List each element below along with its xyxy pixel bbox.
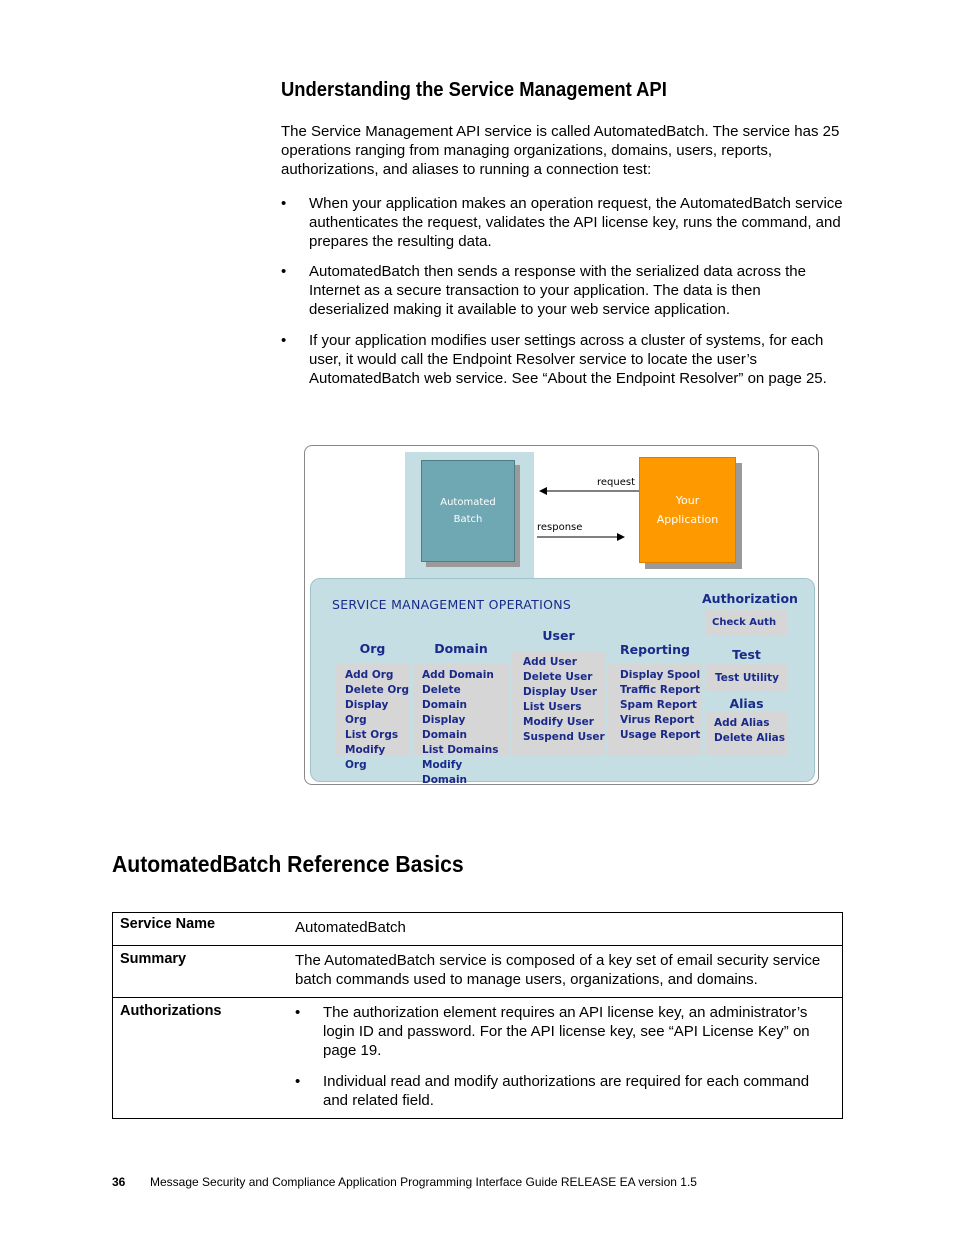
alias-operations-box	[706, 712, 787, 756]
section-heading-service-management-api: Understanding the Service Management API	[281, 79, 667, 101]
section-heading-reference-basics: AutomatedBatch Reference Basics	[112, 851, 464, 877]
list-item: Delete Org	[345, 684, 409, 696]
list-item: Modify Org	[345, 744, 386, 771]
list-item: Spam Report	[620, 699, 697, 711]
test-heading: Test	[732, 647, 761, 662]
response-arrow-head-icon	[617, 533, 625, 541]
table-cell-label: Summary	[113, 946, 289, 998]
list-item: Add User	[523, 656, 577, 668]
list-item: Add Org	[345, 669, 394, 681]
automated-batch-label-line1: Automated	[440, 497, 496, 508]
check-auth-box: Check Auth	[706, 610, 787, 636]
table-cell-value	[288, 998, 843, 1119]
list-item-text: Individual read and modify authorizations are required for each command and related field.	[323, 1073, 810, 1109]
list-item	[295, 1072, 832, 1110]
list-item: Display Org	[345, 699, 389, 726]
footer-text: Message Security and Compliance Application Programming Interface Guide RELEASE EA version 1.5	[150, 1175, 697, 1189]
response-label: response	[537, 522, 583, 533]
list-item	[281, 194, 846, 254]
service-architecture-diagram	[304, 445, 819, 785]
request-label: request	[597, 477, 636, 488]
list-item: Virus Report	[620, 714, 695, 726]
operations-panel	[310, 578, 815, 786]
list-item: Delete User	[523, 671, 593, 683]
list-item: Delete Domain	[422, 684, 468, 711]
automated-batch-label-line2: Batch	[453, 514, 483, 525]
list-item	[295, 1003, 832, 1060]
table-row	[113, 913, 843, 946]
list-item: List Domains	[422, 744, 499, 756]
list-item: Display User	[523, 686, 598, 698]
your-application-label-line1: Your	[675, 494, 700, 507]
list-item	[281, 262, 846, 322]
operations-title: SERVICE MANAGEMENT OPERATIONS	[332, 597, 572, 612]
authorization-heading: Authorization	[702, 591, 798, 606]
bullet-icon: •	[281, 195, 287, 212]
user-column-heading: User	[542, 628, 575, 643]
test-utility-box: Test Utility	[706, 664, 787, 692]
domain-operations-box	[413, 664, 509, 786]
reporting-column-heading: Reporting	[620, 642, 690, 657]
bullet-icon: •	[281, 263, 287, 280]
org-column-heading: Org	[359, 641, 386, 656]
list-item-text: AutomatedBatch then sends a response with the serialized data across the Internet as a secure transaction to your application. The data is then deserialized making it available to your web service application.	[309, 263, 806, 318]
list-item: Traffic Report	[620, 684, 700, 696]
list-item: Display Domain	[422, 714, 468, 741]
table-cell-label: Authorizations	[113, 998, 289, 1119]
reference-table	[112, 912, 843, 1119]
list-item: Suspend User	[523, 731, 605, 743]
user-operations-box	[511, 651, 606, 756]
list-item-text: The authorization element requires an API license key, an administrator’s login ID and password. For the API license key, see “API License Key” on page 19.	[323, 1004, 810, 1059]
bullet-icon: •	[295, 1004, 301, 1021]
list-item-text: When your application makes an operation request, the AutomatedBatch service authenticates the request, validates the API license key, runs the command, and prepares the resulting data.	[309, 195, 843, 250]
list-item: Add Alias	[714, 717, 770, 729]
list-item: Modify Domain	[422, 759, 468, 786]
table-cell-label: Service Name	[113, 913, 289, 946]
bullet-icon: •	[295, 1073, 301, 1090]
bullet-icon: •	[281, 332, 287, 349]
request-arrow-head-icon	[539, 487, 547, 495]
page-number: 36	[112, 1175, 126, 1189]
list-item: Usage Report	[620, 729, 701, 741]
org-operations-box	[335, 664, 410, 771]
list-item: Display Spool	[620, 669, 701, 681]
automated-batch-box	[421, 460, 515, 562]
list-item: List Users	[523, 701, 582, 713]
domain-column-heading: Domain	[434, 641, 488, 656]
list-item: Add Domain	[422, 669, 494, 681]
your-application-box	[639, 457, 736, 563]
alias-heading: Alias	[729, 696, 764, 711]
list-item-text: If your application modifies user settings across a cluster of systems, for each user, it would call the Endpoint Resolver service to locate the user’s AutomatedBatch web service. See “About the Endpoint Resolver” on page 25.	[309, 332, 827, 387]
your-application-label-line2: Application	[656, 513, 719, 526]
table-row	[113, 998, 843, 1119]
table-row	[113, 946, 843, 998]
list-item: List Orgs	[345, 729, 399, 741]
intro-paragraph: The Service Management API service is called AutomatedBatch. The service has 25 operations ranging from managing organizations, domains, users, reports, authorizations, and aliases to running a connection test:	[281, 123, 840, 178]
table-cell-value: The AutomatedBatch service is composed of a key set of email security service batch commands used to manage users, organizations, and domains.	[288, 946, 843, 998]
table-cell-value: AutomatedBatch	[288, 913, 843, 946]
list-item: Delete Alias	[714, 732, 786, 744]
reporting-operations-box	[608, 664, 702, 756]
list-item: Modify User	[523, 716, 594, 728]
list-item	[281, 331, 846, 409]
